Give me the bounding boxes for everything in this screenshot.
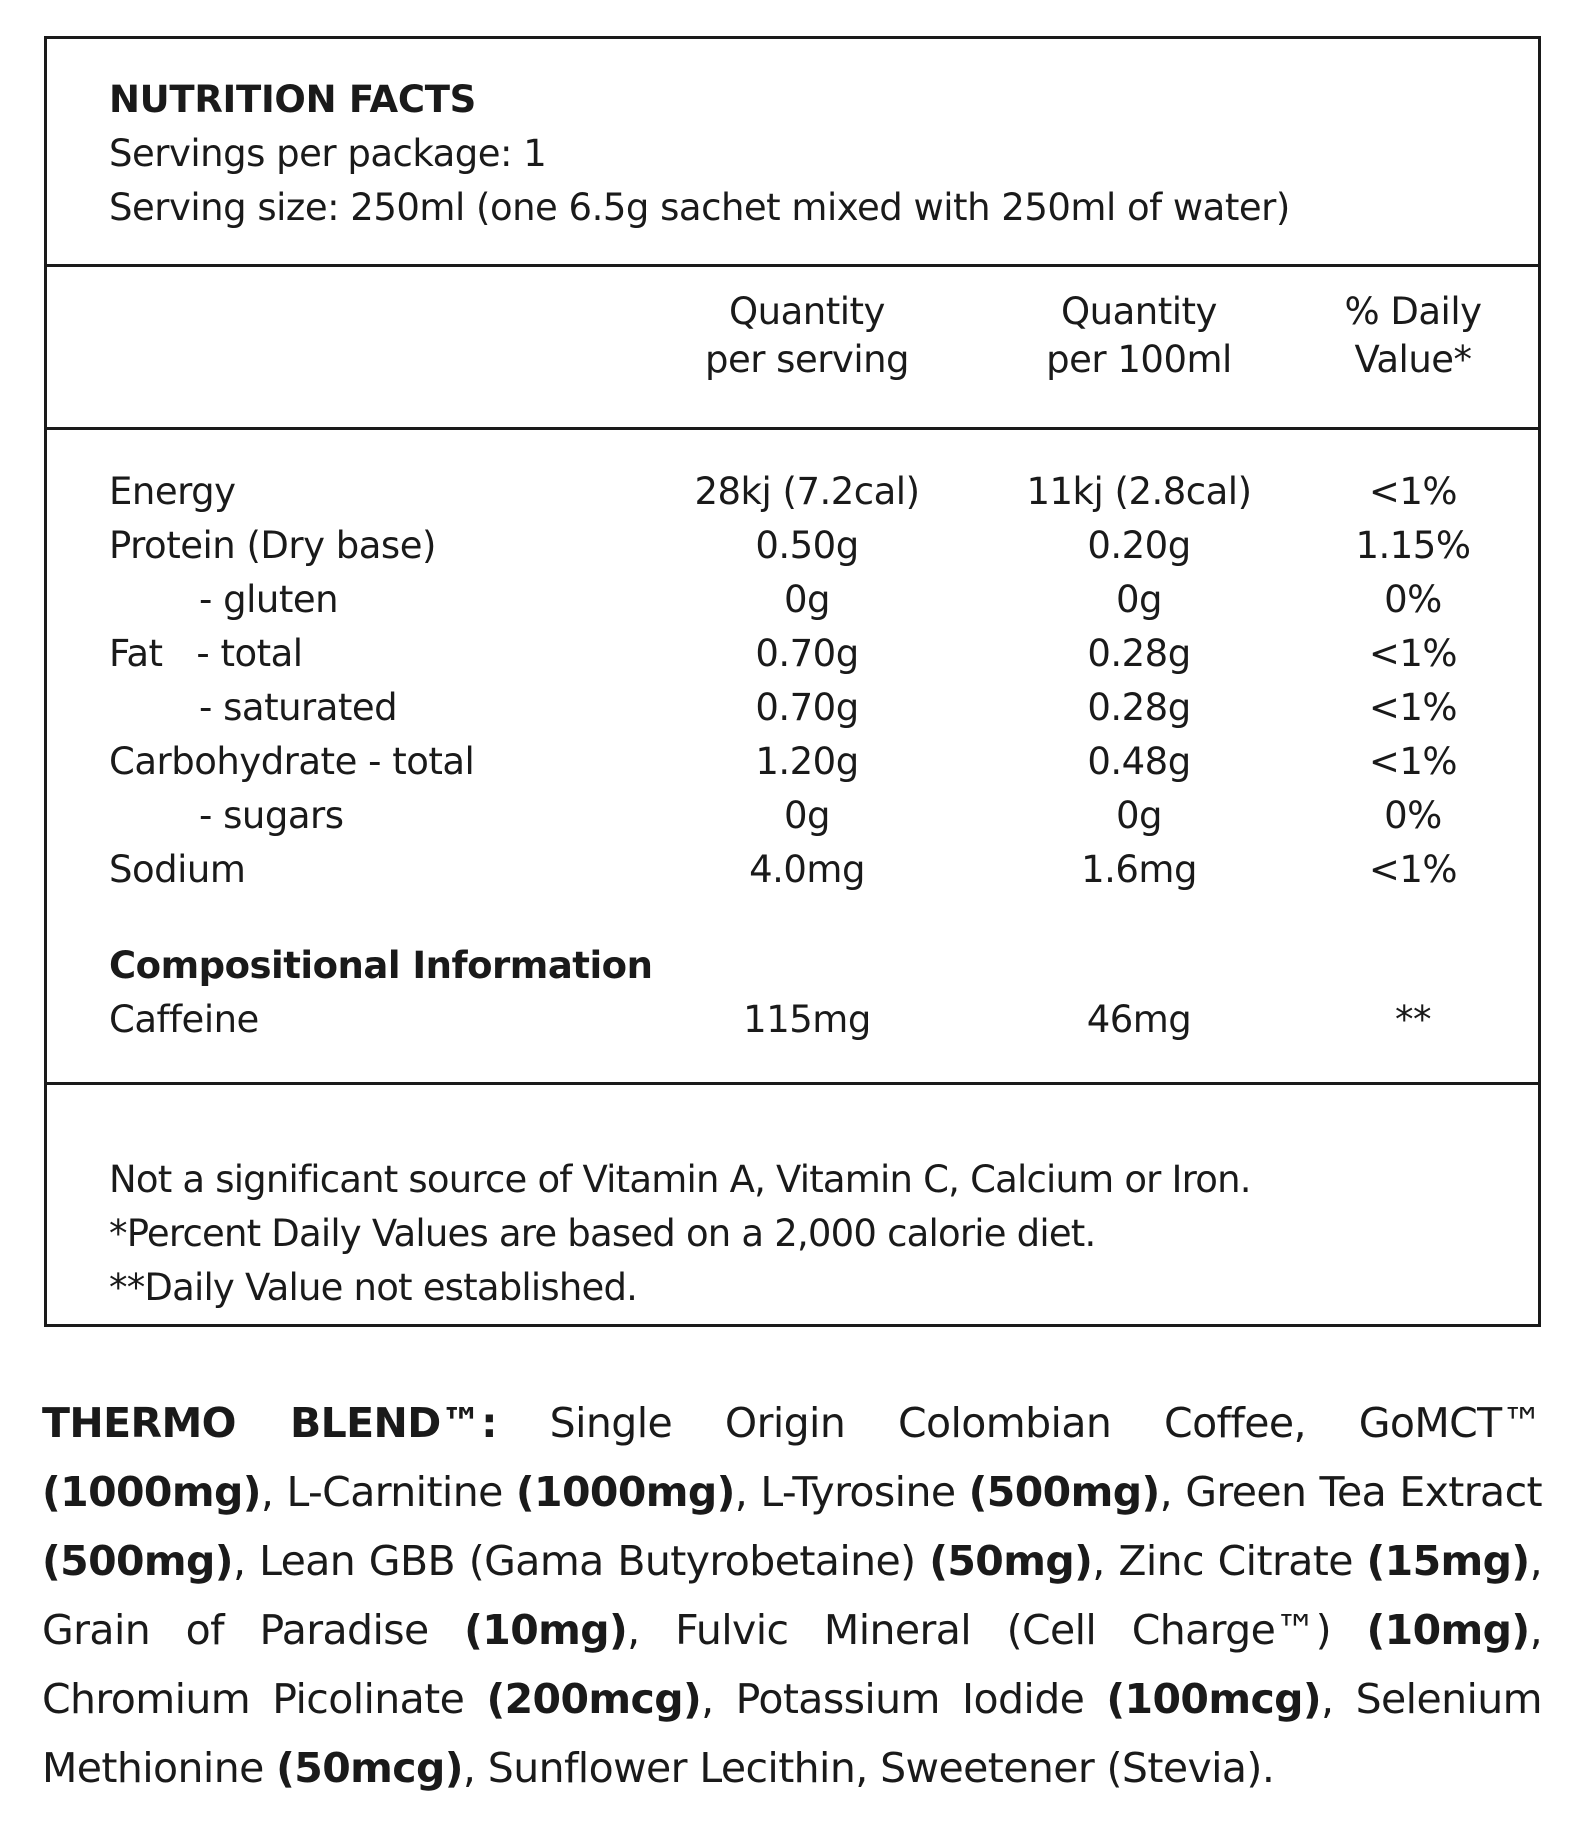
nutrient-label: Fat - total [109, 632, 303, 675]
footnotes [109, 1153, 1251, 1315]
ingredient-amount: (200mcg) [486, 1675, 702, 1723]
footnote: **Daily Value not established. [109, 1266, 638, 1309]
per-serving-value: 0g [783, 794, 831, 837]
daily-value: 0% [1384, 578, 1442, 621]
divider [47, 264, 1538, 267]
ingredient-amount: (50mg) [929, 1537, 1093, 1585]
nutrient-label: Carbohydrate - total [109, 740, 475, 783]
ingredient-amount: (100mcg) [1106, 1675, 1322, 1723]
nutrient-label: Protein (Dry base) [109, 524, 436, 567]
nutrition-header [109, 73, 1290, 235]
per-serving-value: 115mg [743, 998, 871, 1041]
column-header-per-serving [657, 288, 957, 384]
column-header-line: Quantity [729, 290, 885, 333]
ingredient-name: GoMCT™ [1358, 1399, 1543, 1447]
divider [47, 1082, 1538, 1085]
column-header-line: % Daily [1344, 290, 1482, 333]
servings-per-package: Servings per package: 1 [109, 132, 547, 175]
per-100ml-value: 46mg [1086, 998, 1192, 1041]
ingredient-name: Potassium Iodide [735, 1675, 1085, 1723]
per-serving-value: 28kj (7.2cal) [694, 470, 920, 513]
per-serving-value: 4.0mg [749, 848, 865, 891]
nutrient-row-protein [47, 519, 1538, 573]
per-100ml-value: 11kj (2.8cal) [1026, 470, 1252, 513]
ingredient-amount: (10mg) [1366, 1606, 1530, 1654]
ingredient-name: Chromium Picolinate [42, 1675, 465, 1723]
nutrient-label: - gluten [199, 578, 339, 621]
ingredient-name: Sunflower Lecithin [487, 1744, 856, 1792]
per-100ml-value: 0.48g [1087, 740, 1191, 783]
footnote: Not a significant source of Vitamin A, Vitamin C, Calcium or Iron. [109, 1158, 1251, 1201]
ingredients-heading: THERMO BLEND™: [42, 1399, 497, 1447]
ingredient-name: Selenium Methionine [42, 1675, 1542, 1792]
daily-value: <1% [1368, 686, 1458, 729]
divider [47, 427, 1538, 430]
column-header-line: per 100ml [1046, 338, 1232, 381]
per-100ml-value: 0g [1115, 794, 1163, 837]
nutrient-label: - saturated [199, 686, 398, 729]
ingredient-name: Zinc Citrate [1118, 1537, 1353, 1585]
daily-value: <1% [1368, 632, 1458, 675]
nutrient-row-fat-total [47, 627, 1538, 681]
nutrient-row-carbohydrate [47, 735, 1538, 789]
column-header-line: Value* [1354, 338, 1472, 381]
column-header-line: Quantity [1061, 290, 1217, 333]
ingredient-amount: (1000mg) [515, 1468, 735, 1516]
nutrient-label: Caffeine [109, 998, 259, 1041]
column-header-per-100ml [989, 288, 1289, 384]
daily-value: <1% [1368, 848, 1458, 891]
per-serving-value: 0g [783, 578, 831, 621]
ingredient-amount: (15mg) [1366, 1537, 1530, 1585]
daily-value: <1% [1368, 740, 1458, 783]
nutrient-label: Energy [109, 470, 236, 513]
per-100ml-value: 0.28g [1087, 686, 1191, 729]
nutrient-row-caffeine [47, 993, 1538, 1047]
per-100ml-value: 1.6mg [1081, 848, 1197, 891]
ingredient-amount: (50mcg) [276, 1744, 463, 1792]
nutrient-row-sugars [47, 789, 1538, 843]
ingredient-name: Sweetener (Stevia) [880, 1744, 1262, 1792]
ingredient-name: Single Origin Colombian Coffee [549, 1399, 1294, 1447]
ingredient-name: Lean GBB (Gama Butyrobetaine) [259, 1537, 916, 1585]
ingredients-paragraph: THERMO BLEND™: Single Origin Colombian Coffee, GoMCT™ (1000mg), L-Carnitine (1000mg), L-Tyrosine (500mg), Green Tea Extract (500mg), Lean GBB (Gama Butyrobetaine) (50mg), Zinc Citrate (15mg), Grain of Paradise (10mg), Fulvic Mineral (Cell Charge™) (10mg), Chromium Picolinate (200mcg), Potassium Iodide (100mcg), Selenium Methionine (50mcg), Sunflower Lecithin, Sweetener (Stevia). [42, 1399, 1543, 1792]
per-100ml-value: 0g [1115, 578, 1163, 621]
daily-value: 1.15% [1355, 524, 1471, 567]
per-serving-value: 1.20g [755, 740, 859, 783]
nutrient-label: Sodium [109, 848, 246, 891]
column-header-daily-value [1263, 288, 1563, 384]
per-serving-value: 0.70g [755, 686, 859, 729]
ingredient-name: Fulvic Mineral (Cell Charge™) [675, 1606, 1332, 1654]
nutrient-row-gluten [47, 573, 1538, 627]
daily-value: 0% [1384, 794, 1442, 837]
daily-value: ** [1395, 998, 1431, 1041]
ingredient-amount: (500mg) [968, 1468, 1160, 1516]
ingredient-name: Grain of Paradise [42, 1606, 429, 1654]
column-header-line: per serving [704, 338, 910, 381]
daily-value: <1% [1368, 470, 1458, 513]
ingredient-name: Green Tea Extract [1185, 1468, 1542, 1516]
nutrient-label: - sugars [199, 794, 344, 837]
per-100ml-value: 0.28g [1087, 632, 1191, 675]
per-100ml-value: 0.20g [1087, 524, 1191, 567]
ingredient-amount: (1000mg) [42, 1468, 261, 1516]
nutrient-row-fat-saturated [47, 681, 1538, 735]
compositional-title: Compositional Information [109, 944, 653, 987]
nutrient-row-energy [47, 465, 1538, 519]
ingredient-amount: (10mg) [464, 1606, 628, 1654]
ingredient-amount: (500mg) [42, 1537, 233, 1585]
ingredient-name: L-Carnitine [286, 1468, 503, 1516]
ingredient-name: L-Tyrosine [760, 1468, 956, 1516]
nutrition-facts-panel [44, 36, 1541, 1327]
nutrient-row-sodium [47, 843, 1538, 897]
per-serving-value: 0.70g [755, 632, 859, 675]
per-serving-value: 0.50g [755, 524, 859, 567]
serving-size: Serving size: 250ml (one 6.5g sachet mixed with 250ml of water) [109, 186, 1290, 229]
nutrition-title: NUTRITION FACTS [109, 78, 477, 121]
footnote: *Percent Daily Values are based on a 2,000 calorie diet. [109, 1212, 1096, 1255]
